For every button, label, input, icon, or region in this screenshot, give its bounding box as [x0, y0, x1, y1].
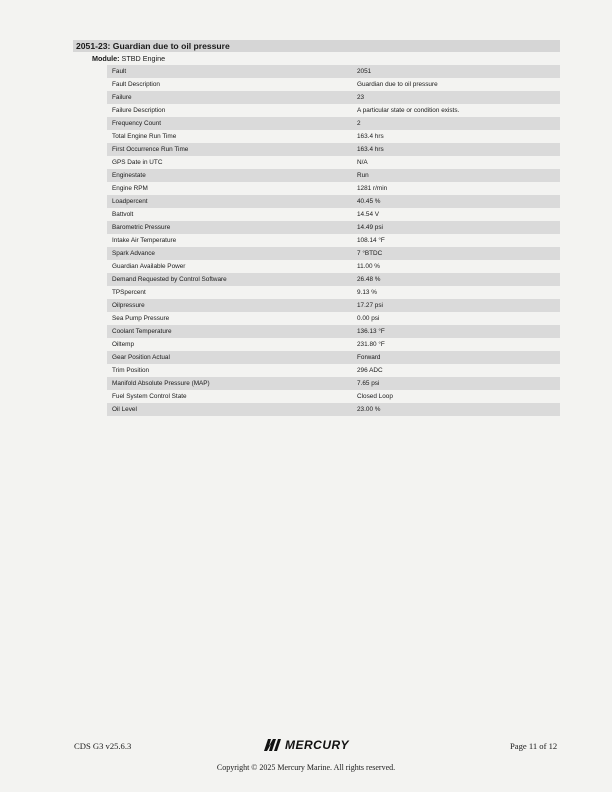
parameter-value: 136.13 °F — [352, 325, 560, 338]
parameter-value: 0.00 psi — [352, 312, 560, 325]
parameter-value: 14.54 V — [352, 208, 560, 221]
parameter-value: 231.80 °F — [352, 338, 560, 351]
parameter-name: Failure Description — [107, 104, 352, 117]
parameter-value: 17.27 psi — [352, 299, 560, 312]
table-row — [107, 182, 560, 195]
parameter-name: Intake Air Temperature — [107, 234, 352, 247]
table-row — [107, 364, 560, 377]
parameter-name: Fault Description — [107, 78, 352, 91]
parameter-value: 296 ADC — [352, 364, 560, 377]
table-row — [107, 299, 560, 312]
parameter-value: 1281 r/min — [352, 182, 560, 195]
parameter-name: Guardian Available Power — [107, 260, 352, 273]
parameter-value: 163.4 hrs — [352, 143, 560, 156]
table-row — [107, 156, 560, 169]
parameter-name: Spark Advance — [107, 247, 352, 260]
table-row — [107, 208, 560, 221]
parameter-name: Engine RPM — [107, 182, 352, 195]
table-row — [107, 338, 560, 351]
software-version: CDS G3 v25.6.3 — [74, 741, 132, 751]
table-row — [107, 169, 560, 182]
table-row — [107, 104, 560, 117]
table-row — [107, 117, 560, 130]
module-line — [92, 53, 165, 64]
table-row — [107, 247, 560, 260]
parameter-value: 11.00 % — [352, 260, 560, 273]
parameter-name: Frequency Count — [107, 117, 352, 130]
page-number: Page 11 of 12 — [510, 741, 558, 751]
table-row — [107, 351, 560, 364]
parameter-value: 23 — [352, 91, 560, 104]
table-row — [107, 260, 560, 273]
table-row — [107, 325, 560, 338]
table-row — [107, 143, 560, 156]
parameter-name: Oiltemp — [107, 338, 352, 351]
parameter-value: 108.14 °F — [352, 234, 560, 247]
copyright-notice: Copyright © 2025 Mercury Marine. All rights reserved. — [216, 763, 396, 772]
parameter-name: GPS Date in UTC — [107, 156, 352, 169]
parameter-table — [107, 65, 560, 416]
parameter-value: Run — [352, 169, 560, 182]
brand-name: MERCURY — [285, 738, 349, 752]
table-row — [107, 286, 560, 299]
table-row — [107, 377, 560, 390]
parameter-name: Gear Position Actual — [107, 351, 352, 364]
parameter-value: 2051 — [352, 65, 560, 78]
module-label: Module: — [92, 54, 120, 63]
parameter-value: 2 — [352, 117, 560, 130]
parameter-name: TPSpercent — [107, 286, 352, 299]
table-row — [107, 234, 560, 247]
parameter-value: 9.13 % — [352, 286, 560, 299]
table-row — [107, 221, 560, 234]
table-row — [107, 195, 560, 208]
mercury-logo — [262, 735, 349, 755]
table-row — [107, 273, 560, 286]
parameter-name: First Occurrence Run Time — [107, 143, 352, 156]
parameter-name: Manifold Absolute Pressure (MAP) — [107, 377, 352, 390]
table-row — [107, 403, 560, 416]
table-row — [107, 390, 560, 403]
table-row — [107, 91, 560, 104]
parameter-name: Demand Requested by Control Software — [107, 273, 352, 286]
parameter-value: Guardian due to oil pressure — [352, 78, 560, 91]
parameter-name: Loadpercent — [107, 195, 352, 208]
parameter-value: 14.49 psi — [352, 221, 560, 234]
parameter-value: A particular state or condition exists. — [352, 104, 560, 117]
parameter-value: 163.4 hrs — [352, 130, 560, 143]
parameter-value: 26.48 % — [352, 273, 560, 286]
parameter-value: 7.65 psi — [352, 377, 560, 390]
table-row — [107, 78, 560, 91]
parameter-value: Forward — [352, 351, 560, 364]
parameter-value: 7 °BTDC — [352, 247, 560, 260]
parameter-name: Oil Level — [107, 403, 352, 416]
table-row — [107, 130, 560, 143]
parameter-name: Fault — [107, 65, 352, 78]
parameter-name: Barometric Pressure — [107, 221, 352, 234]
parameter-value: Closed Loop — [352, 390, 560, 403]
parameter-name: Oilpressure — [107, 299, 352, 312]
parameter-name: Trim Position — [107, 364, 352, 377]
table-row — [107, 312, 560, 325]
parameter-name: Failure — [107, 91, 352, 104]
parameter-name: Total Engine Run Time — [107, 130, 352, 143]
parameter-value: N/A — [352, 156, 560, 169]
parameter-name: Sea Pump Pressure — [107, 312, 352, 325]
parameter-name: Fuel System Control State — [107, 390, 352, 403]
parameter-value: 23.00 % — [352, 403, 560, 416]
table-row — [107, 65, 560, 78]
parameter-value: 40.45 % — [352, 195, 560, 208]
parameter-name: Battvolt — [107, 208, 352, 221]
parameter-name: Enginestate — [107, 169, 352, 182]
parameter-name: Coolant Temperature — [107, 325, 352, 338]
module-value: STBD Engine — [121, 54, 166, 63]
fault-title: 2051-23: Guardian due to oil pressure — [73, 40, 560, 52]
mercury-logo-icon — [262, 737, 282, 753]
